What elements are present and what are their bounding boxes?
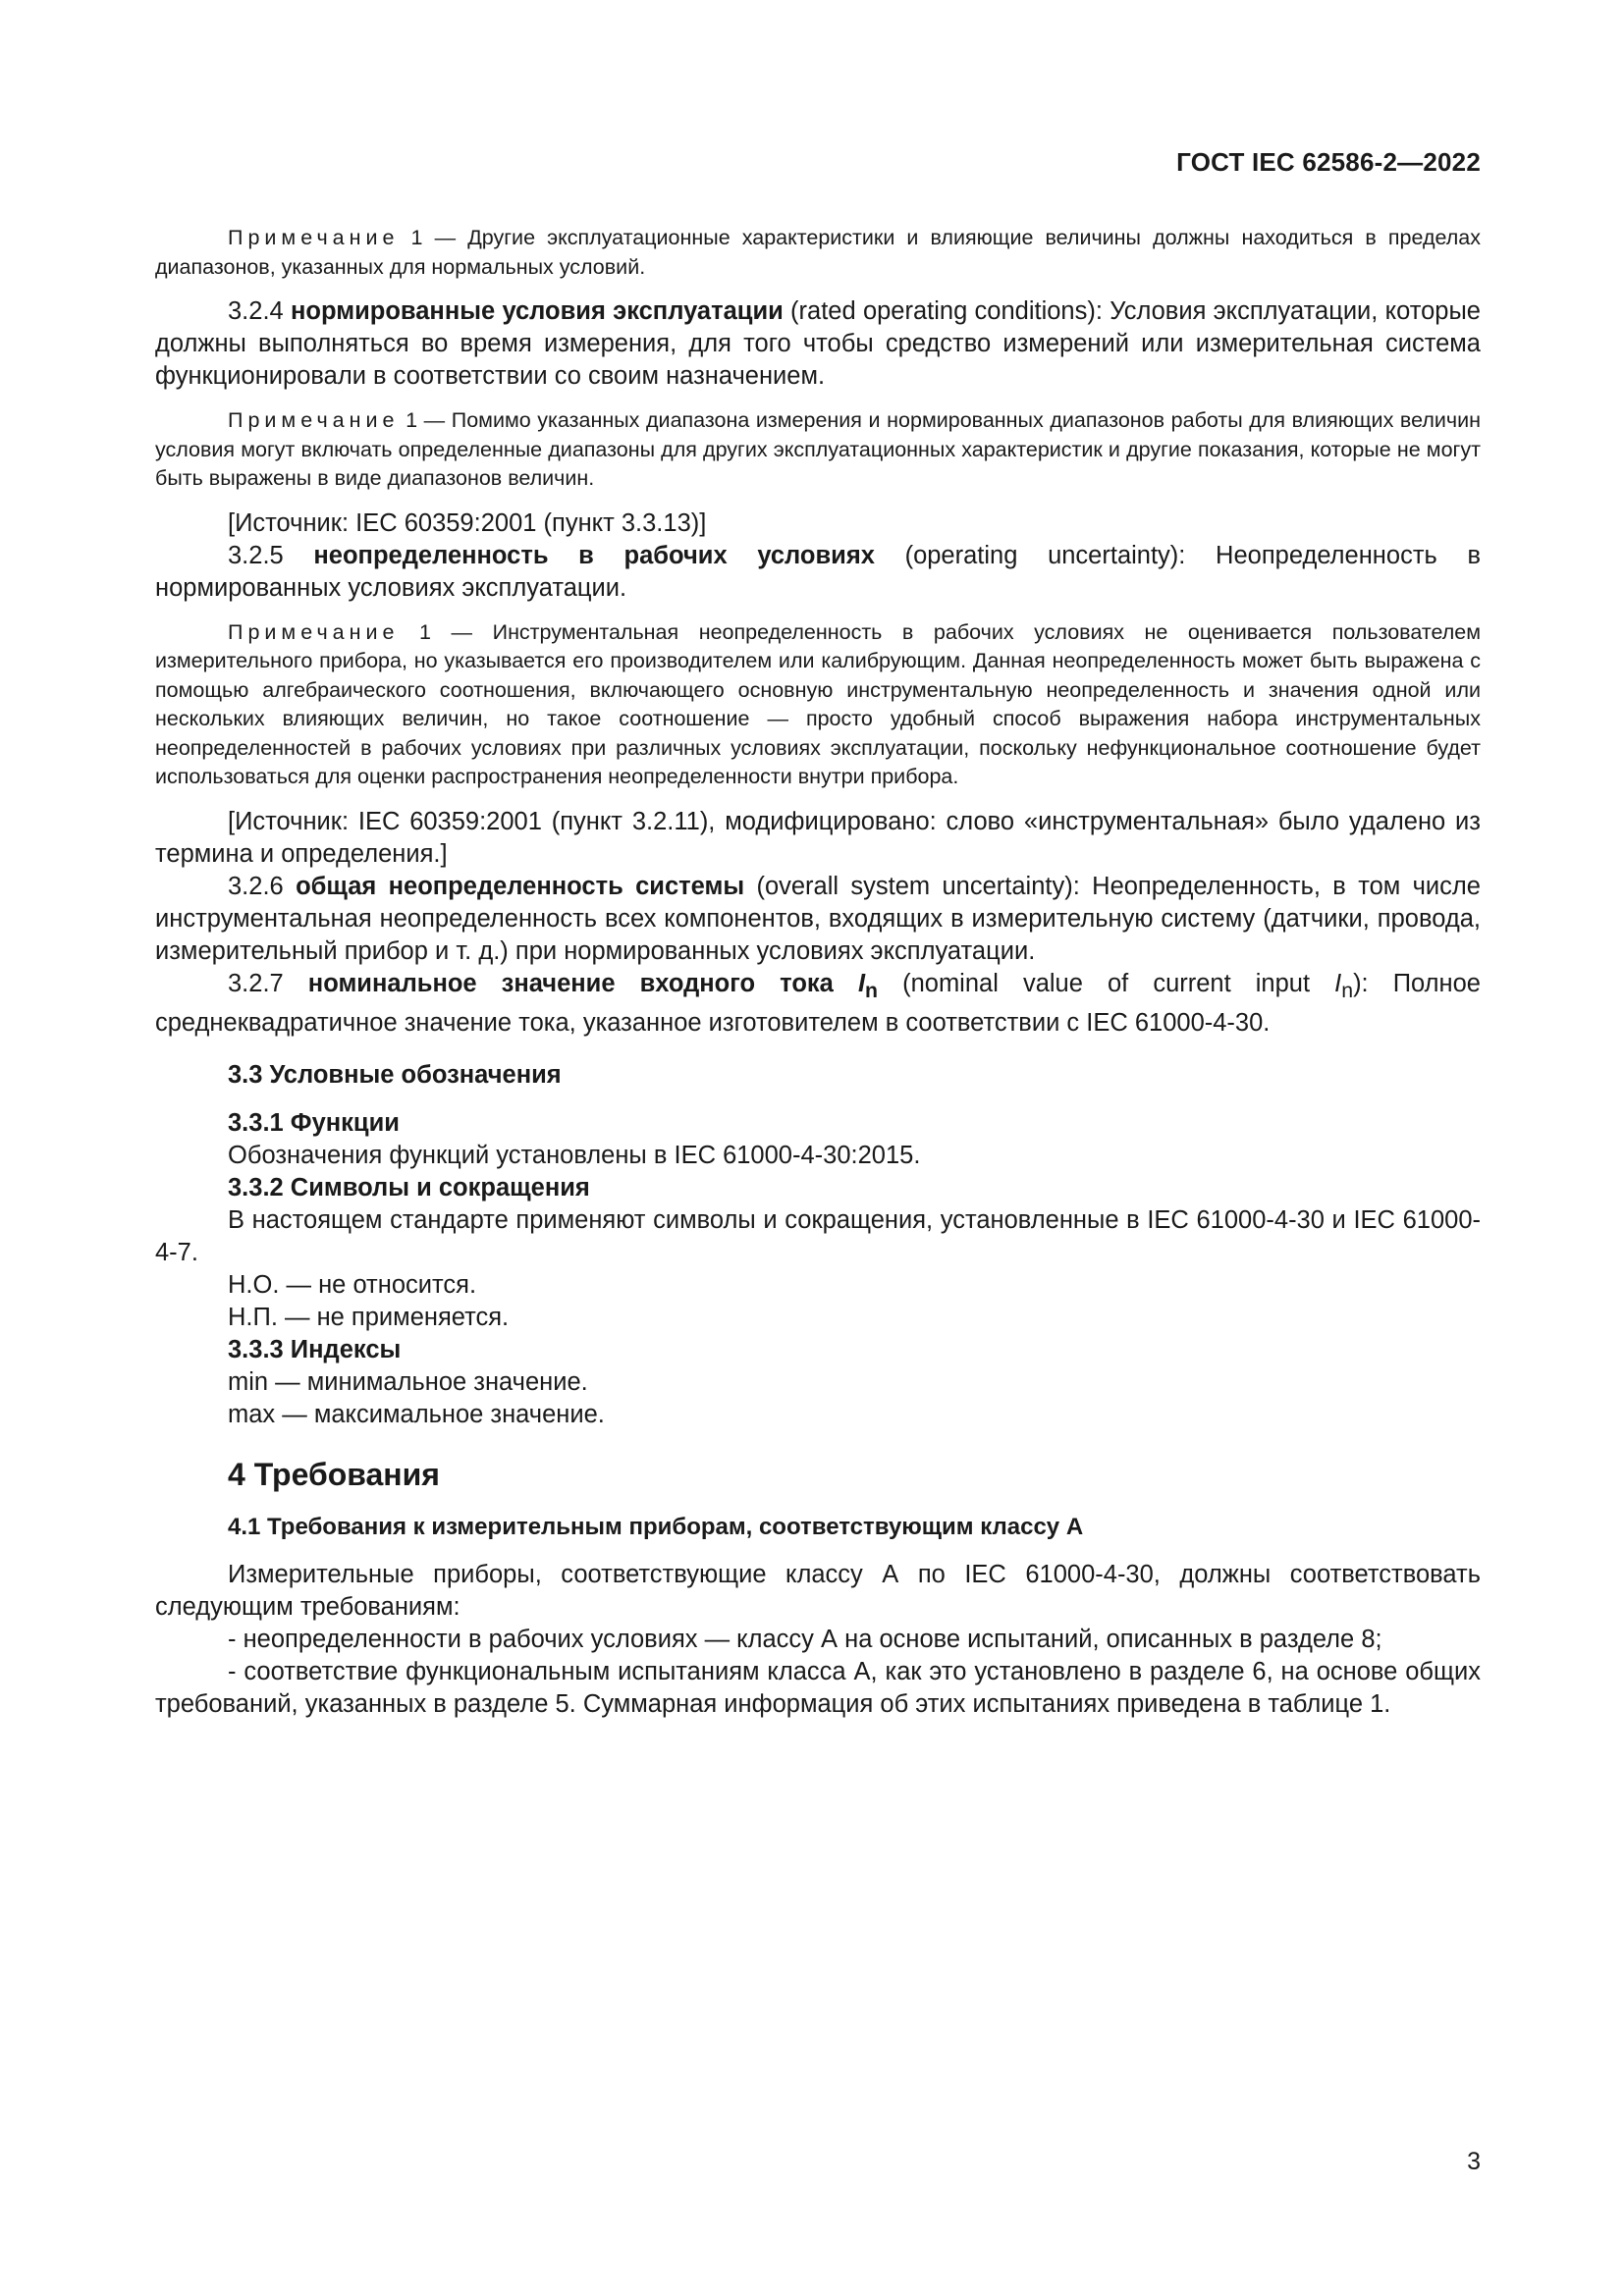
page-number: 3 <box>1467 2148 1481 2175</box>
source-3-2-4: [Источник: IEC 60359:2001 (пункт 3.3.13)] <box>228 508 707 537</box>
section-4-1-text: Измерительные приборы, соответствующие классу А по IEC 61000-4-30, должны соответствовать следующим требованиям: <box>155 1560 1481 1621</box>
index-item: min — минимальное значение. <box>228 1367 588 1396</box>
abbreviation-item: Н.П. — не применяется. <box>228 1303 510 1331</box>
section-4-heading: 4 Требования <box>228 1456 440 1492</box>
note-3-2-4: Примечание 1 — Помимо указанных диапазона измерения и нормированных диапазонов работы для влияющих величин условия могут включать определенные диапазоны для других эксплуатационных характеристик и другие показания, которые не могут быть выражены в виде диапазонов величин. <box>155 408 1481 490</box>
abbreviation-item: Н.О. — не относится. <box>228 1270 477 1299</box>
document-header: ГОСТ IEC 62586-2—2022 <box>1176 147 1481 177</box>
note-3-2-5: Примечание 1 — Инструментальная неопределенность в рабочих условиях не оценивается пользователем измерительного прибора, но указывается его производителем или калибрующим. Данная неопределенность может быть выражена с помощью алгебраического соотношения, включающего основную инструментальную неопределенность и значения одной или нескольких влияющих величин, но такое соотношение — просто удобный способ выражения набора инструментальных неопределенностей в рабочих условиях при различных условиях эксплуатации, поскольку нефункциональное соотношение будет использоваться для оценки распространения неопределенности внутри прибора. <box>155 619 1481 788</box>
section-3-3-2-text: В настоящем стандарте применяют символы и сокращения, установленные в IEC 61000-4-30 и IEC 61000-4-7. <box>155 1205 1481 1266</box>
document-body <box>155 224 1481 1721</box>
requirement-item: - неопределенности в рабочих условиях — классу А на основе испытаний, описанных в разделе 8; <box>228 1625 1382 1653</box>
source-3-2-5: [Источник: IEC 60359:2001 (пункт 3.2.11), модифицировано: слово «инструментальная» было удалено из термина и определения.] <box>155 807 1481 868</box>
section-3-3-2-heading: 3.3.2 Символы и сокращения <box>228 1173 590 1201</box>
section-3-3-1-heading: 3.3.1 Функции <box>228 1108 400 1137</box>
requirement-item: - соответствие функциональным испытаниям класса А, как это установлено в разделе 6, на основе общих требований, указанных в разделе 5. Суммарная информация об этих испытаниях приведена в таблице 1. <box>155 1657 1481 1718</box>
section-3-3-heading: 3.3 Условные обозначения <box>228 1060 562 1089</box>
clause-3-2-7: 3.2.7 номинальное значение входного тока $I_n$ (nominal value of current input $I_n$): Полное среднеквадратичное значение тока, указанное изготовителем в соответствии с IEC 61000-4-30. <box>155 969 1481 1037</box>
section-3-3-1-text: Обозначения функций установлены в IEC 61000-4-30:2015. <box>228 1141 921 1169</box>
section-4-1-heading: 4.1 Требования к измерительным приборам, соответствующим классу А <box>228 1513 1084 1540</box>
clause-3-2-6: 3.2.6 общая неопределенность системы (overall system uncertainty): Неопределенность, в том числе инструментальная неопределенность всех компонентов, входящих в измерительную систему (датчики, провода, измерительный прибор и т. д.) при нормированных условиях эксплуатации. <box>155 872 1481 965</box>
note-3-2-3: Примечание 1 — Другие эксплуатационные характеристики и влияющие величины должны находиться в пределах диапазонов, указанных для нормальных условий. <box>155 226 1481 279</box>
clause-3-2-5: 3.2.5 неопределенность в рабочих условиях (operating uncertainty): Неопределенность в нормированных условиях эксплуатации. <box>155 541 1481 602</box>
clause-3-2-4: 3.2.4 нормированные условия эксплуатации (rated operating conditions): Условия эксплуатации, которые должны выполняться во время измерения, для того чтобы средство измерений или измерительная система функционировали в соответствии со своим назначением. <box>155 297 1481 390</box>
section-3-3-3-heading: 3.3.3 Индексы <box>228 1335 402 1363</box>
index-item: max — максимальное значение. <box>228 1400 605 1428</box>
